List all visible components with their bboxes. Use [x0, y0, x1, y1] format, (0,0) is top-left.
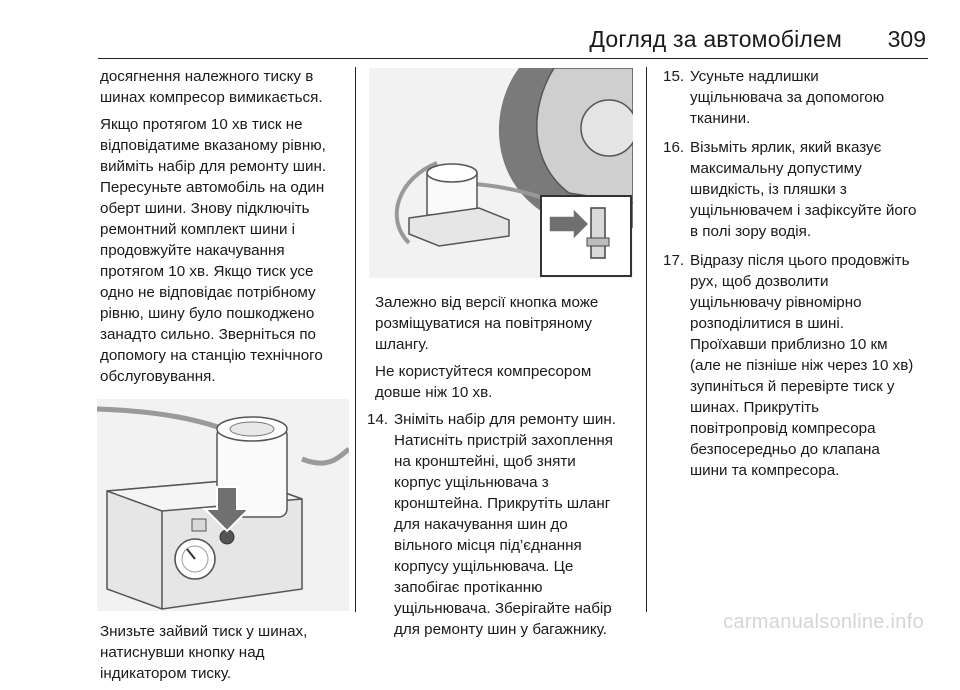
column-divider-2	[646, 67, 647, 612]
paragraph: Якщо протягом 10 хв тиск не відповідатиме вказаному рівню, вийміть набір для ремонту шин. Пересуньте автомобіль на один оберт шини. Знову підключіть ремонтний комплект шини і продовжуйте накачування протягом 10 хв. Якщо тиск усе одно не відповідає потрібному рівню, шину було пошкоджено занадто сильно. Зверніться по допомогу на станцію технічного обслуговування.	[100, 116, 327, 385]
step-number: 15.	[663, 68, 685, 85]
page-header	[0, 22, 960, 58]
column-2	[367, 66, 637, 648]
step-number: 16.	[663, 139, 685, 156]
paragraph: досягнення належного тиску в шинах компресор вимикається.	[100, 68, 323, 106]
header-rule	[98, 58, 928, 59]
list-item	[663, 66, 933, 129]
step-number: 14.	[367, 411, 389, 428]
watermark: carmanualsonline.info	[723, 611, 924, 633]
step-number: 17.	[663, 252, 685, 269]
list-item	[367, 409, 637, 640]
list-item	[663, 137, 933, 242]
column-divider-1	[355, 67, 356, 612]
step-text: Візьміть ярлик, який вказує максимальну допустиму швидкість, із пляшки з ущільнювачем і зафіксуйте його в полі зору водія.	[690, 139, 917, 240]
section-title: Догляд за автомобілем	[589, 26, 842, 52]
tire-valve-hose-drawing	[369, 68, 633, 278]
compressor-pressure-gauge-drawing	[97, 399, 349, 611]
list-item	[663, 250, 933, 481]
compressor-illustration	[97, 399, 349, 611]
step-text: Відразу після цього продовжіть рух, щоб дозволити ущільнювачу рівномірно розподілитися в шині. Проїхавши приблизно 10 км (але не пізніше ніж через 10 хв) зупиніться й перевірте тиск у шинах. Прикрутіть повітропровід компресора безпосередньо до клапана шини та компресора.	[690, 252, 914, 479]
figure-caption: Знизьте зайвий тиск у шинах, натиснувши кнопку над індикатором тиску.	[100, 623, 308, 682]
column-3	[663, 66, 933, 489]
step-text: Усуньте надлишки ущільнювача за допомогою тканини.	[690, 68, 885, 127]
page-number: 309	[887, 26, 926, 52]
figure-caption: Залежно від версії кнопка може розміщуватися на повітряному шлангу.	[375, 294, 599, 353]
step-text: Зніміть набір для ремонту шин. Натисніть пристрій захоплення на кронштейні, щоб зняти корпус ущільнювача з кронштейна. Прикрутіть шланг для накачування шин до вільного місця під’єднання корпусу ущільнювача. Це запобігає протіканню ущільнювача. Зберігайте набір для ремонту шин у багажнику.	[394, 411, 616, 638]
column-1	[100, 66, 350, 690]
warning-text: Не користуйтеся компресором довше ніж 10 хв.	[375, 363, 592, 401]
valve-illustration	[369, 68, 633, 278]
